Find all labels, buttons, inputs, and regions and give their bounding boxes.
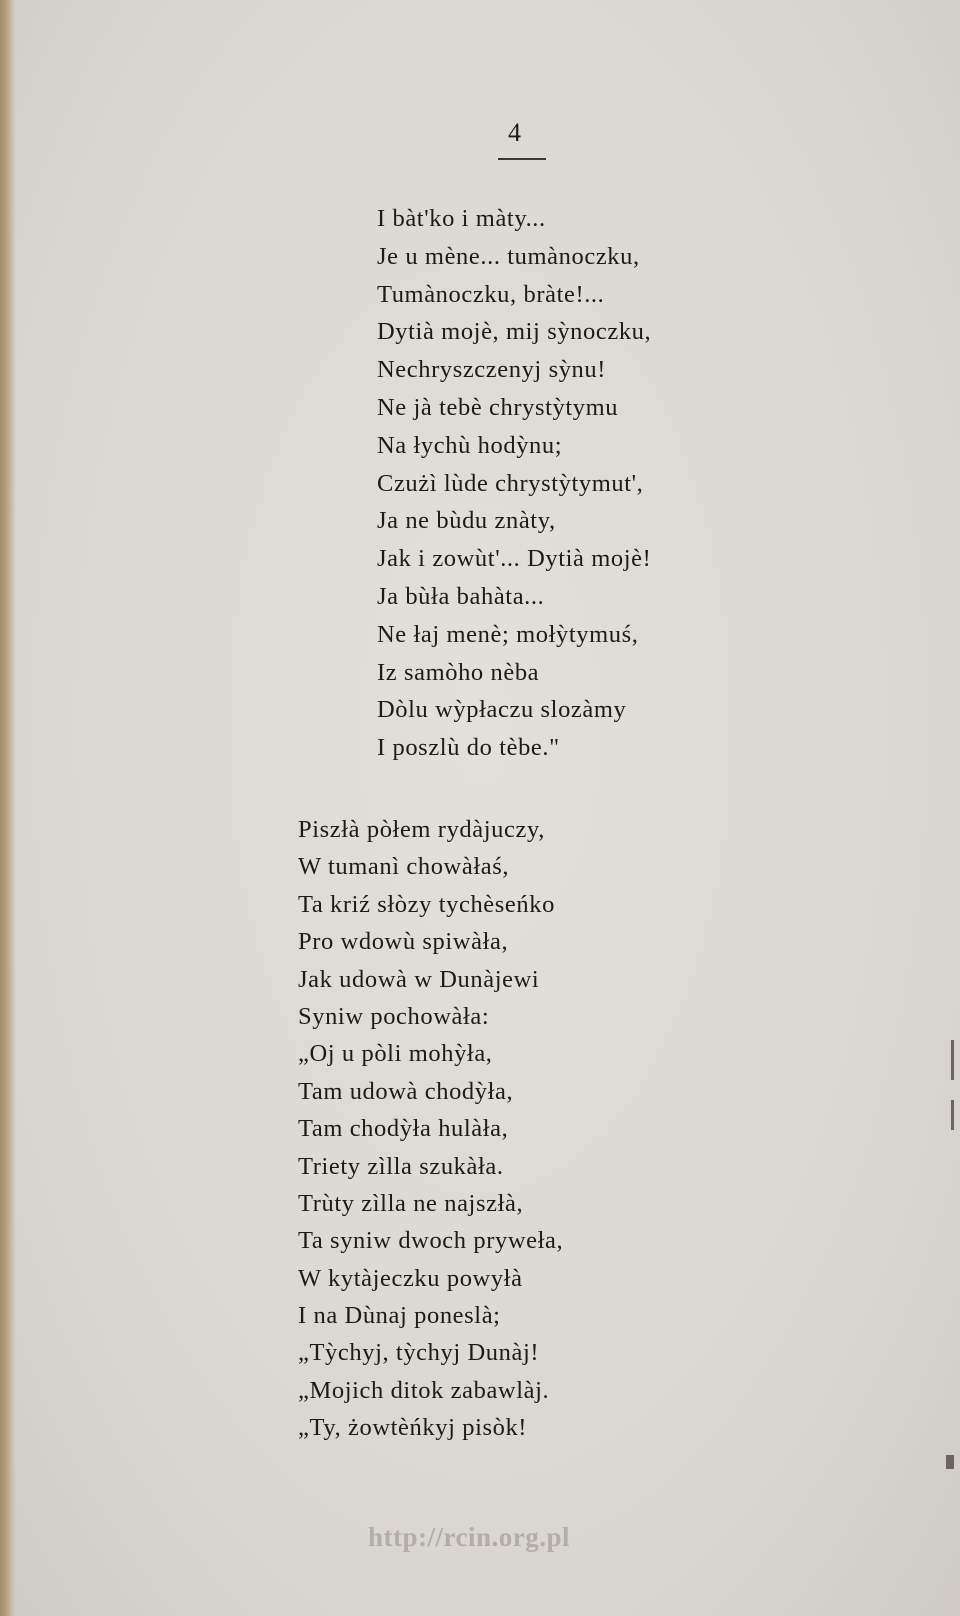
poem-line: Ne jà tebè chrystỳtymu xyxy=(377,393,619,421)
poem-line: Na łychù hodỳnu; xyxy=(377,431,563,459)
poem-stanza-2 xyxy=(298,811,563,1447)
poem-line: Tam udowà chodỳła, xyxy=(298,1077,514,1105)
poem-line: „Ty, żowtèńkyj pisòk! xyxy=(298,1414,528,1442)
poem-line: I bàt'ko i màty... xyxy=(377,205,546,232)
header-rule xyxy=(498,158,546,160)
poem-line: Nechryszczenyj sỳnu! xyxy=(377,356,607,384)
poem-stanza-1 xyxy=(377,200,651,767)
poem-line: Ta syniw dwoch pryweła, xyxy=(298,1227,564,1255)
poem-line: Jak i zowùt'... Dytià mojè! xyxy=(377,545,652,573)
margin-mark xyxy=(946,1455,954,1469)
poem-line: Ja ne bùdu znàty, xyxy=(377,507,556,535)
poem-line: Je u mène... tumànoczku, xyxy=(377,242,640,270)
poem-line: Dòlu wỳpłaczu slozàmy xyxy=(377,696,627,724)
margin-mark xyxy=(951,1100,954,1130)
poem-line: „Oj u pòli mohỳła, xyxy=(298,1040,493,1068)
poem-line: Tumànoczku, bràte!... xyxy=(377,280,605,308)
poem-line: Tam chodỳła hulàła, xyxy=(298,1115,509,1143)
poem-line: W tumanì chowàłaś, xyxy=(298,853,510,881)
poem-line: Pro wdowù spiwàła, xyxy=(298,928,509,956)
poem-line: Syniw pochowàła: xyxy=(298,1002,490,1030)
poem-line: Ta kriź słòzy tychèseńko xyxy=(298,890,555,918)
poem-line: Ja bùła bahàta... xyxy=(377,582,545,610)
poem-line: „Tỳchyj, tỳchyj Dunàj! xyxy=(298,1339,540,1367)
poem-line: I na Dùnaj poneslà; xyxy=(298,1302,501,1330)
page-number: 4 xyxy=(508,118,521,147)
poem-line: Ne łaj menè; mołỳtymuś, xyxy=(377,620,639,648)
poem-line: Triety zìlla szukàła. xyxy=(298,1152,504,1180)
poem-line: Iz samòho nèba xyxy=(377,658,540,686)
poem-line: Piszłà pòłem rydàjuczy, xyxy=(298,816,545,843)
poem-line: „Mojich ditok zabawlàj. xyxy=(298,1376,550,1404)
page-binding-edge xyxy=(0,0,16,1616)
margin-mark xyxy=(951,1040,954,1080)
poem-line: W kytàjeczku powyłà xyxy=(298,1264,523,1292)
poem-line: Czużì lùde chrystỳtymut', xyxy=(377,469,644,497)
source-url-watermark: http://rcin.org.pl xyxy=(368,1522,571,1552)
poem-line: Jak udowà w Dunàjewi xyxy=(298,965,540,993)
poem-line: I poszlù do tèbe." xyxy=(377,734,560,762)
poem-line: Dytià mojè, mij sỳnoczku, xyxy=(377,318,652,346)
poem-line: Trùty zìlla ne najszłà, xyxy=(298,1189,524,1217)
